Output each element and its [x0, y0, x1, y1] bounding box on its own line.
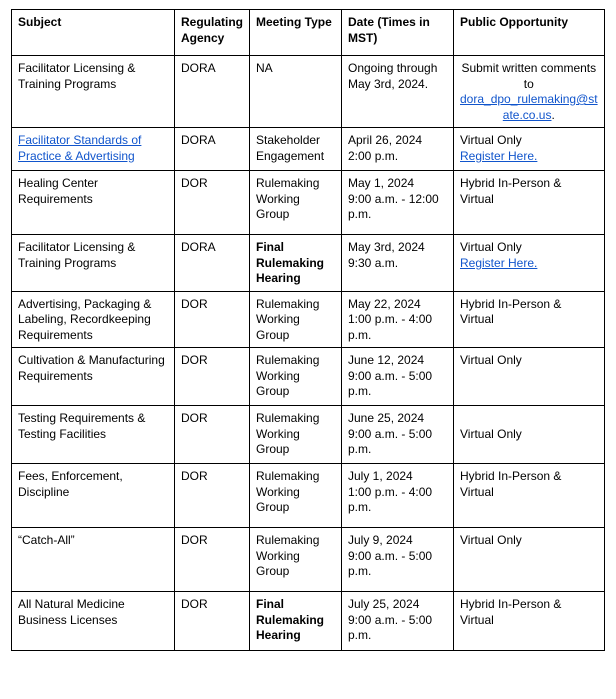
- opportunity-suffix: .: [551, 107, 555, 122]
- register-link[interactable]: Register Here.: [460, 148, 538, 163]
- cell-date: April 26, 2024 2:00 p.m.: [342, 128, 454, 171]
- cell-regulating-agency: DOR: [175, 592, 250, 651]
- cell-subject: [12, 291, 175, 348]
- register-link[interactable]: Register Here.: [460, 255, 538, 270]
- table-row: [12, 528, 605, 592]
- cell-meeting-type: Rulemaking Working Group: [250, 464, 342, 528]
- subject-text: Facilitator Licensing & Training Programs: [18, 240, 136, 270]
- header-subject: Subject: [12, 10, 175, 56]
- cell-date: June 12, 2024 9:00 a.m. - 5:00 p.m.: [342, 348, 454, 406]
- cell-date: Ongoing through May 3rd, 2024.: [342, 56, 454, 128]
- opportunity-text: Hybrid In-Person & Virtual: [460, 469, 562, 499]
- table-row: [12, 291, 605, 348]
- cell-subject: [12, 235, 175, 292]
- table-row: [12, 56, 605, 128]
- subject-text: Advertising, Packaging & Labeling, Recordkeeping Requirements: [18, 296, 152, 342]
- cell-public-opportunity: [454, 128, 605, 171]
- table-row: [12, 235, 605, 292]
- cell-public-opportunity: [454, 348, 605, 406]
- table-row: [12, 464, 605, 528]
- cell-meeting-type: NA: [250, 56, 342, 128]
- subject-text: Healing Center Requirements: [18, 176, 99, 206]
- subject-text: Fees, Enforcement, Discipline: [18, 469, 123, 499]
- subject-text: “Catch-All”: [18, 533, 75, 547]
- cell-meeting-type: Rulemaking Working Group: [250, 528, 342, 592]
- cell-subject: [12, 528, 175, 592]
- opportunity-text: Submit written comments to: [461, 61, 597, 91]
- subject-text: Facilitator Licensing & Training Programs: [18, 61, 136, 91]
- cell-date: July 9, 2024 9:00 a.m. - 5:00 p.m.: [342, 528, 454, 592]
- cell-regulating-agency: DORA: [175, 128, 250, 171]
- cell-public-opportunity: [454, 235, 605, 292]
- cell-date: July 1, 2024 1:00 p.m. - 4:00 p.m.: [342, 464, 454, 528]
- cell-meeting-type: Rulemaking Working Group: [250, 406, 342, 464]
- cell-meeting-type: Rulemaking Working Group: [250, 291, 342, 348]
- cell-public-opportunity: [454, 528, 605, 592]
- subject-text: All Natural Medicine Business Licenses: [18, 597, 125, 627]
- header-row: [12, 10, 605, 56]
- cell-date: May 22, 2024 1:00 p.m. - 4:00 p.m.: [342, 291, 454, 348]
- cell-subject: [12, 56, 175, 128]
- email-link[interactable]: dora_dpo_rulemaking@st ate.co.us: [460, 92, 598, 122]
- cell-regulating-agency: DOR: [175, 348, 250, 406]
- opportunity-text: Virtual Only: [460, 353, 522, 367]
- opportunity-text: Virtual Only: [460, 133, 522, 147]
- cell-public-opportunity: [454, 171, 605, 235]
- opportunity-text: Hybrid In-Person & Virtual: [460, 296, 562, 326]
- cell-regulating-agency: DORA: [175, 56, 250, 128]
- table-row: [12, 592, 605, 651]
- opportunity-text: Virtual Only: [460, 533, 522, 547]
- cell-subject: [12, 348, 175, 406]
- cell-date: May 1, 2024 9:00 a.m. - 12:00 p.m.: [342, 171, 454, 235]
- header-regulating-agency: Regulating Agency: [175, 10, 250, 56]
- header-meeting-type: Meeting Type: [250, 10, 342, 56]
- cell-meeting-type: Stakeholder Engagement: [250, 128, 342, 171]
- subject-link[interactable]: Facilitator Standards of Practice & Advertising: [18, 133, 142, 163]
- cell-public-opportunity: [454, 592, 605, 651]
- cell-meeting-type: Final Rulemaking Hearing: [250, 235, 342, 292]
- cell-meeting-type: Rulemaking Working Group: [250, 171, 342, 235]
- opportunity-text: Hybrid In-Person & Virtual: [460, 597, 562, 627]
- header-date: Date (Times in MST): [342, 10, 454, 56]
- cell-public-opportunity: [454, 464, 605, 528]
- cell-regulating-agency: DOR: [175, 406, 250, 464]
- opportunity-text: Virtual Only: [460, 240, 522, 254]
- table-body: [12, 56, 605, 651]
- opportunity-text: Virtual Only: [460, 426, 522, 441]
- opportunity-text: Hybrid In-Person & Virtual: [460, 176, 562, 206]
- cell-date: June 25, 2024 9:00 a.m. - 5:00 p.m.: [342, 406, 454, 464]
- cell-date: May 3rd, 2024 9:30 a.m.: [342, 235, 454, 292]
- table-row: [12, 348, 605, 406]
- cell-subject: [12, 128, 175, 171]
- cell-public-opportunity: [454, 406, 605, 464]
- subject-text: Testing Requirements & Testing Facilities: [18, 411, 146, 441]
- table-row: [12, 171, 605, 235]
- rulemaking-schedule-table: [11, 9, 605, 651]
- cell-meeting-type: Rulemaking Working Group: [250, 348, 342, 406]
- table-row: [12, 406, 605, 464]
- cell-public-opportunity: [454, 291, 605, 348]
- cell-date: July 25, 2024 9:00 a.m. - 5:00 p.m.: [342, 592, 454, 651]
- cell-regulating-agency: DOR: [175, 464, 250, 528]
- cell-regulating-agency: DORA: [175, 235, 250, 292]
- cell-subject: [12, 592, 175, 651]
- cell-subject: [12, 464, 175, 528]
- cell-regulating-agency: DOR: [175, 171, 250, 235]
- cell-subject: [12, 406, 175, 464]
- header-public-opportunity: Public Opportunity: [454, 10, 605, 56]
- cell-regulating-agency: DOR: [175, 291, 250, 348]
- table-row: [12, 128, 605, 171]
- cell-subject: [12, 171, 175, 235]
- subject-text: Cultivation & Manufacturing Requirements: [18, 353, 165, 383]
- cell-public-opportunity: [454, 56, 605, 128]
- cell-regulating-agency: DOR: [175, 528, 250, 592]
- cell-meeting-type: Final Rulemaking Hearing: [250, 592, 342, 651]
- schedule-table-wrapper: [11, 9, 605, 651]
